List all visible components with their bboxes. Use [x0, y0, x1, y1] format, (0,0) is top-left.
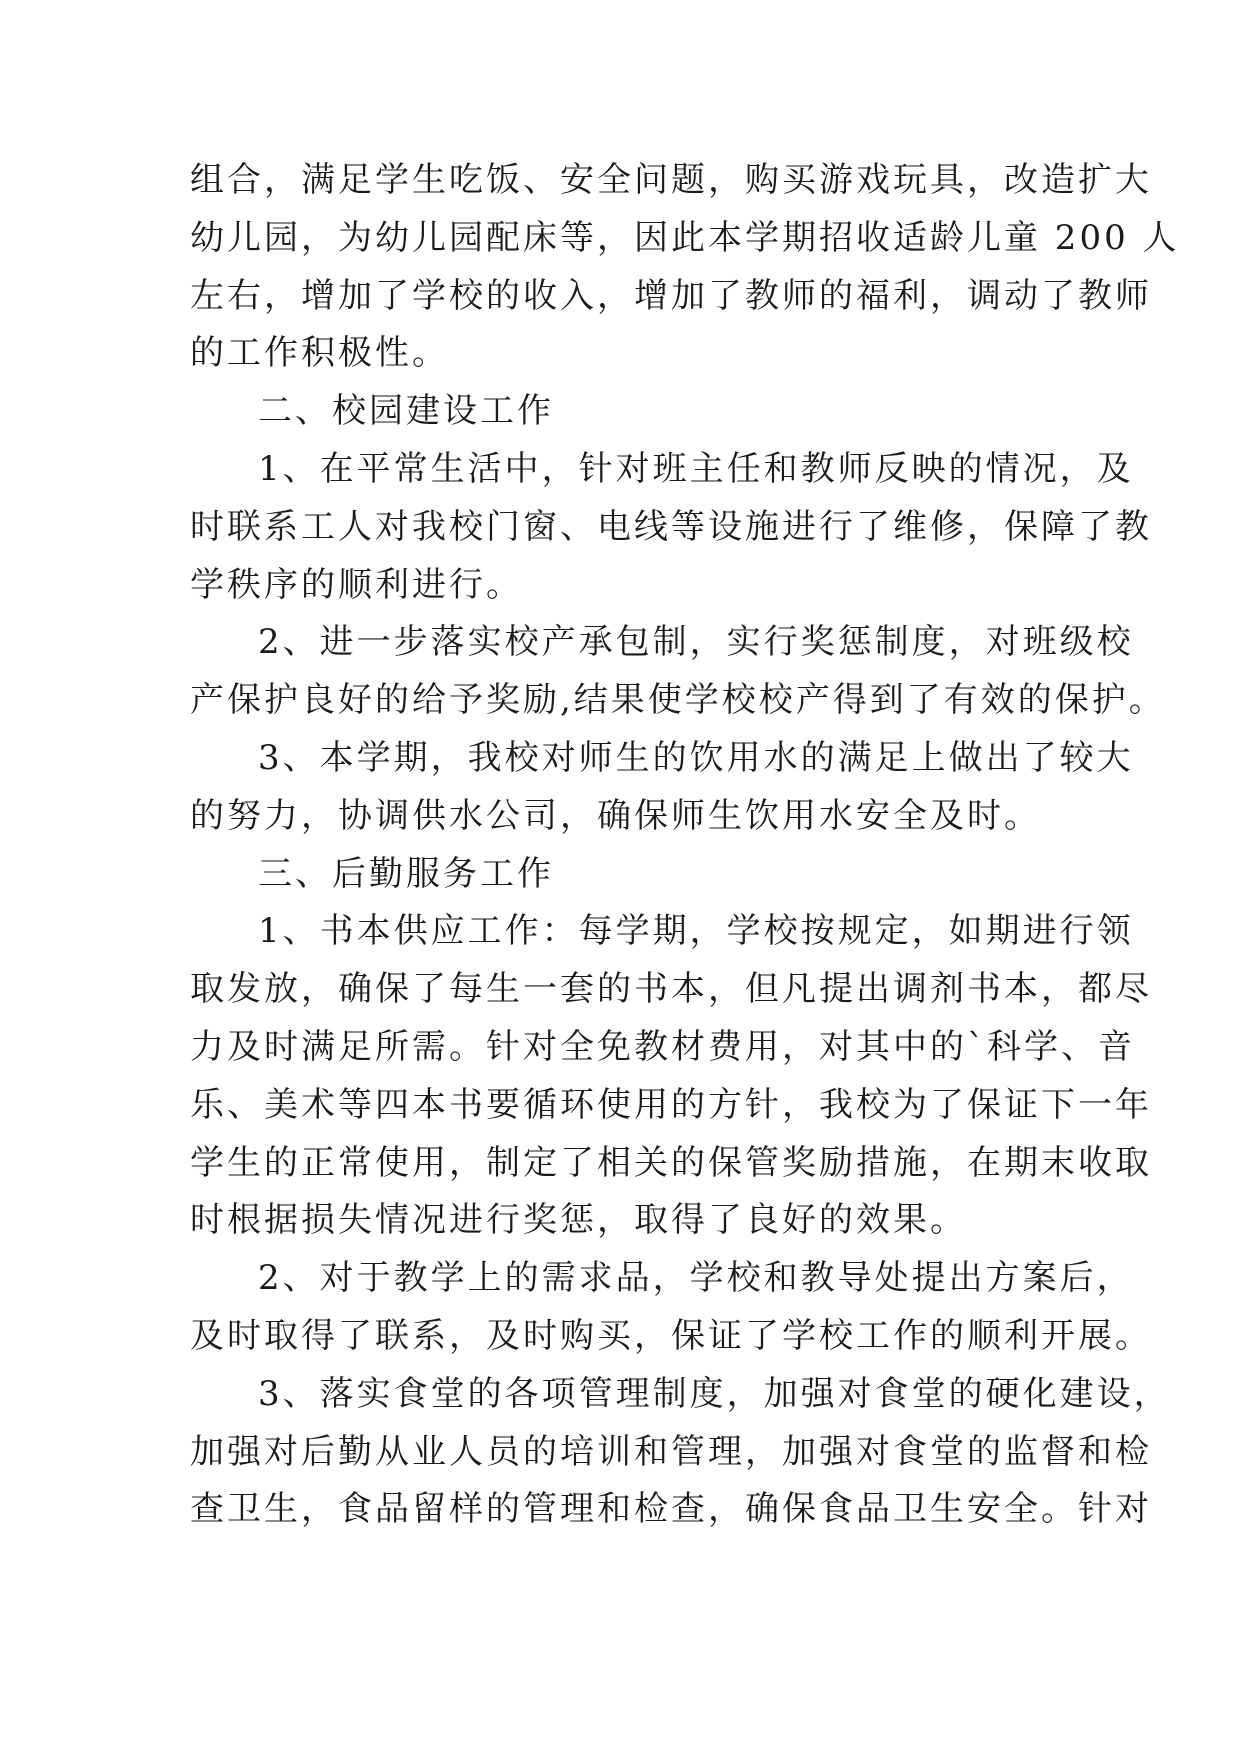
text-line: 的努力，协调供水公司，确保师生饮用水安全及时。: [190, 795, 1041, 836]
paragraph-item: [190, 614, 1134, 672]
text-line: 时联系工人对我校门窗、电线等设施进行了维修，保障了教: [190, 506, 1152, 547]
text-line: 3、落实食堂的各项管理制度，加强对食堂的硬化建设，: [258, 1373, 1171, 1414]
text-line: 1、书本供应工作：每学期，学校按规定，如期进行领: [258, 911, 1134, 952]
paragraph-item: [190, 1366, 1171, 1424]
text-line: 2、对于教学上的需求品，学校和教导处提出方案后，: [258, 1258, 1134, 1299]
section-heading: 三、后勤服务工作: [258, 853, 554, 894]
paragraph-item: [190, 730, 1134, 788]
text-line: 产保护良好的给予奖励,结果使学校校产得到了有效的保护。: [190, 680, 1166, 721]
paragraph-continuation: [190, 152, 1180, 383]
text-line: 乐、美术等四本书要循环使用的方针，我校为了保证下一年: [190, 1084, 1152, 1125]
text-line: 的工作积极性。: [190, 333, 449, 374]
text-line: 幼儿园，为幼儿园配床等，因此本学期招收适龄儿童 200 人: [190, 217, 1180, 258]
paragraph-continuation: [190, 788, 1060, 846]
paragraph-continuation: [190, 1424, 1152, 1540]
text-line: 2、进一步落实校产承包制，实行奖惩制度，对班级校: [258, 622, 1134, 663]
text-line: 1、在平常生活中，针对班主任和教师反映的情况，及: [258, 448, 1134, 489]
text-line: 及时取得了联系，及时购买，保证了学校工作的顺利开展。: [190, 1315, 1152, 1356]
text-line: 左右，增加了学校的收入，增加了教师的福利，调动了教师: [190, 275, 1152, 316]
text-line: 取发放，确保了每生一套的书本，但凡提出调剂书本，都尽: [190, 969, 1152, 1010]
section-heading-campus-construction: [190, 383, 1060, 441]
text-line: 力及时满足所需。针对全免教材费用，对其中的`科学、音: [190, 1026, 1135, 1067]
paragraph-continuation: [190, 1308, 1152, 1366]
section-heading: 二、校园建设工作: [258, 391, 554, 432]
paragraph-continuation: [190, 672, 1166, 730]
paragraph-item: [190, 441, 1134, 499]
text-line: 加强对后勤从业人员的培训和管理，加强对食堂的监督和检: [190, 1431, 1152, 1472]
document-body: [190, 152, 1180, 1539]
paragraph-item: [190, 903, 1134, 961]
text-line: 学秩序的顺利进行。: [190, 564, 523, 605]
text-line: 时根据损失情况进行奖惩，取得了良好的效果。: [190, 1200, 967, 1241]
text-line: 查卫生，食品留样的管理和检查，确保食品卫生安全。针对: [190, 1489, 1152, 1530]
paragraph-item: [190, 1250, 1134, 1308]
paragraph-continuation: [190, 499, 1152, 615]
text-line: 3、本学期，我校对师生的饮用水的满足上做出了较大: [258, 737, 1134, 778]
text-line: 学生的正常使用，制定了相关的保管奖励措施，在期末收取: [190, 1142, 1152, 1183]
text-line: 组合，满足学生吃饭、安全问题，购买游戏玩具，改造扩大: [190, 160, 1152, 200]
section-heading-logistics-service: [190, 846, 1060, 904]
paragraph-continuation: [190, 961, 1152, 1250]
